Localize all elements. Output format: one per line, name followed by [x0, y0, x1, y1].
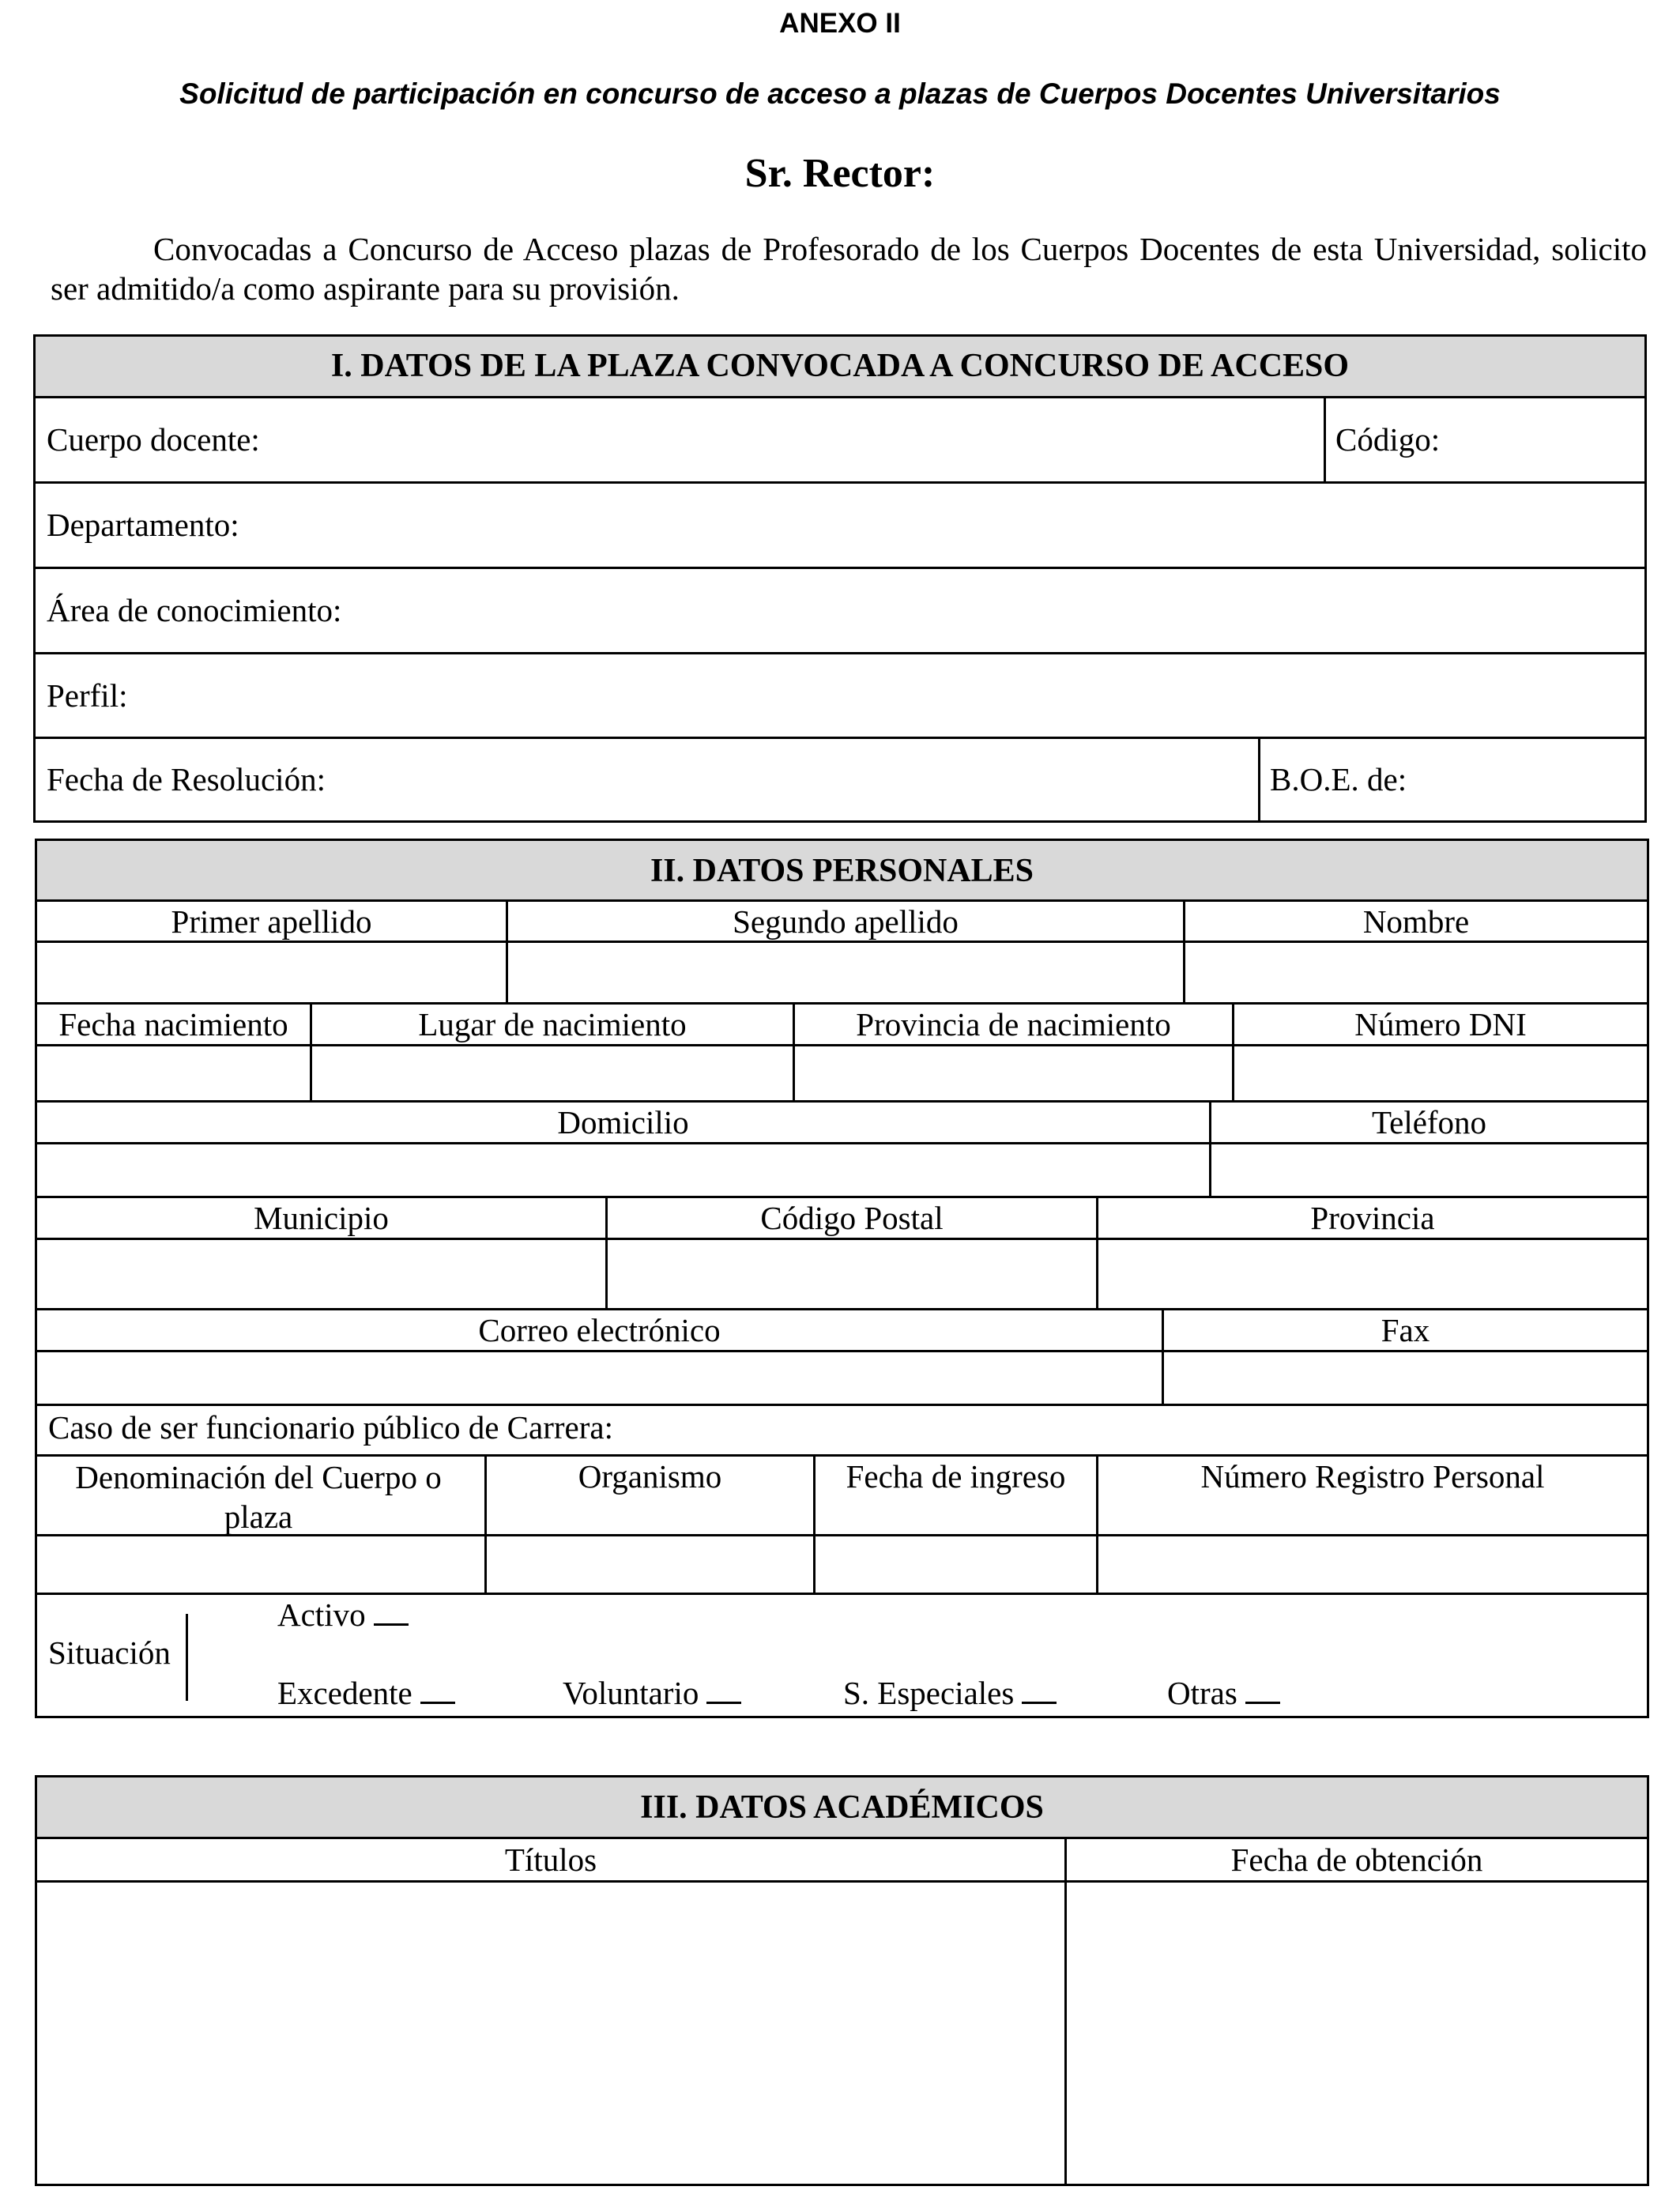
- fecha-resolucion-field[interactable]: Fecha de Resolución:: [47, 761, 326, 797]
- activo-blank[interactable]: [374, 1603, 409, 1626]
- lugar-nacimiento-label: Lugar de nacimiento: [418, 1006, 687, 1042]
- provincia-nacimiento-label: Provincia de nacimiento: [856, 1006, 1171, 1042]
- perfil-field[interactable]: Perfil:: [47, 677, 128, 714]
- intro-paragraph: [51, 229, 1647, 308]
- divider: [37, 1404, 1647, 1406]
- situacion-label: Situación: [48, 1634, 171, 1671]
- departamento-field[interactable]: Departamento:: [47, 507, 239, 543]
- divider: [36, 737, 1644, 739]
- telefono-label: Teléfono: [1371, 1104, 1487, 1140]
- cuerpo-docente-field[interactable]: Cuerpo docente:: [47, 421, 260, 458]
- divider: [37, 1196, 1647, 1198]
- activo-label: Activo: [277, 1596, 366, 1633]
- divider: [37, 1044, 1647, 1046]
- correo-label: Correo electrónico: [478, 1312, 721, 1348]
- otras-option[interactable]: [1167, 1674, 1280, 1712]
- nombre-label: Nombre: [1362, 903, 1470, 940]
- otras-blank[interactable]: [1245, 1681, 1280, 1704]
- divider: [37, 1880, 1647, 1883]
- annex-title: ANEXO II: [779, 8, 901, 39]
- divider: [37, 1002, 1647, 1005]
- divider: [37, 1238, 1647, 1240]
- fecha-ingreso-label: Fecha de ingreso: [846, 1458, 1066, 1495]
- registro-personal-label: Número Registro Personal: [1200, 1458, 1545, 1495]
- fecha-obtencion-label: Fecha de obtención: [1230, 1842, 1483, 1878]
- divider: [186, 1614, 188, 1701]
- area-conocimiento-field[interactable]: Área de conocimiento:: [47, 592, 342, 628]
- fax-label: Fax: [1381, 1312, 1430, 1348]
- section-plaza-header: I. DATOS DE LA PLAZA CONVOCADA A CONCURSO DE ACCESO: [36, 337, 1644, 398]
- excedente-option[interactable]: [277, 1674, 455, 1712]
- voluntario-label: Voluntario: [563, 1675, 699, 1711]
- municipio-label: Municipio: [254, 1200, 389, 1236]
- segundo-apellido-label: Segundo apellido: [733, 903, 959, 940]
- denominacion-label: Denominación del Cuerpo o plaza: [75, 1459, 442, 1535]
- especiales-option[interactable]: [843, 1674, 1057, 1712]
- divider: [1064, 1839, 1067, 2184]
- numero-dni-label: Número DNI: [1354, 1006, 1527, 1042]
- salutation: Sr. Rector:: [744, 151, 936, 196]
- divider: [36, 652, 1644, 654]
- divider: [37, 1100, 1647, 1103]
- section-personal-header: II. DATOS PERSONALES: [37, 841, 1647, 902]
- fecha-nacimiento-label: Fecha nacimiento: [58, 1006, 288, 1042]
- funcionario-label: Caso de ser funcionario público de Carrera:: [48, 1409, 613, 1446]
- domicilio-label: Domicilio: [557, 1104, 689, 1140]
- divider: [37, 941, 1647, 943]
- activo-option[interactable]: [277, 1596, 409, 1634]
- voluntario-option[interactable]: [563, 1674, 741, 1712]
- organismo-label: Organismo: [578, 1458, 722, 1495]
- voluntario-blank[interactable]: [706, 1681, 741, 1704]
- section-academic-header: III. DATOS ACADÉMICOS: [37, 1777, 1647, 1839]
- boe-field[interactable]: B.O.E. de:: [1270, 761, 1407, 797]
- especiales-blank[interactable]: [1022, 1681, 1057, 1704]
- divider: [37, 1142, 1647, 1144]
- section-personal: [35, 839, 1649, 1718]
- divider: [36, 567, 1644, 569]
- titulos-label: Títulos: [504, 1842, 597, 1878]
- primer-apellido-label: Primer apellido: [171, 903, 372, 940]
- divider: [37, 1593, 1647, 1595]
- divider: [1324, 398, 1326, 484]
- otras-label: Otras: [1167, 1675, 1237, 1711]
- excedente-blank[interactable]: [420, 1681, 455, 1704]
- intro-text: Convocadas a Concurso de Acceso plazas de Profesorado de los Cuerpos Docentes de esta Universidad, solicito ser admitido/a como aspirante para su provisión.: [51, 231, 1647, 307]
- divider: [37, 1350, 1647, 1352]
- section-plaza: [33, 334, 1647, 823]
- section-academic: [35, 1775, 1649, 2186]
- codigo-postal-label: Código Postal: [760, 1200, 944, 1236]
- divider: [37, 1454, 1647, 1457]
- especiales-label: S. Especiales: [843, 1675, 1015, 1711]
- codigo-field[interactable]: Código:: [1335, 421, 1441, 458]
- divider: [36, 481, 1644, 484]
- divider: [37, 1308, 1647, 1310]
- divider: [1258, 737, 1260, 820]
- excedente-label: Excedente: [277, 1675, 412, 1711]
- provincia-label: Provincia: [1310, 1200, 1435, 1236]
- form-subtitle: Solicitud de participación en concurso de acceso a plazas de Cuerpos Docentes Universitarios: [179, 77, 1501, 110]
